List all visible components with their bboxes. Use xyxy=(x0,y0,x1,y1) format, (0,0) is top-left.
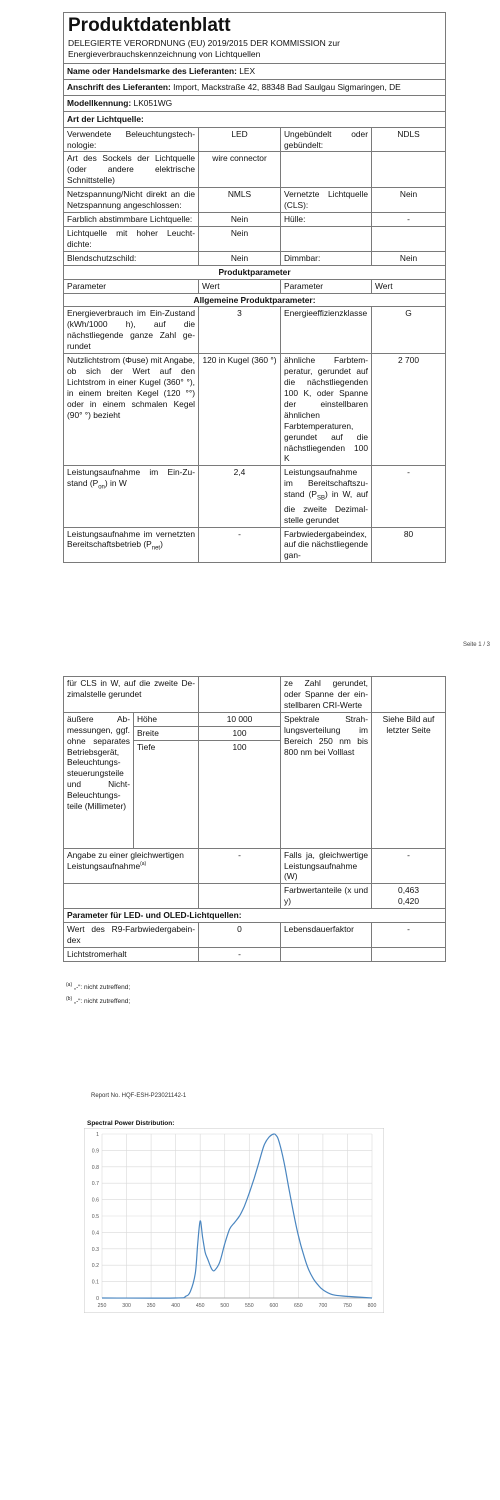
page-number: Seite 1 / 3 xyxy=(462,642,490,648)
x-tick-label: 400 xyxy=(171,1303,180,1309)
x-tick-label: 300 xyxy=(122,1303,131,1309)
supplier-row xyxy=(64,63,446,79)
param-label: ähnliche Farbtemperatur, gerundet auf die nächstliegenden 100 K, oder Spanne der einstellbaren ähnlichen Farbtemperaturen, gerundet auf die nächstliegenden 100 K xyxy=(281,354,372,466)
type-param-label: Lichtquelle mit hoher Leuchtdichte: xyxy=(64,226,199,251)
param-value xyxy=(372,947,446,961)
produktparameter-header: Produktparameter xyxy=(64,265,446,279)
param-value: - xyxy=(199,848,281,884)
spectral-label: Spektrale Strahlungsverteilung im Bereich 250 nm bis 800 nm bei Volllast xyxy=(281,712,372,848)
param-value xyxy=(199,677,281,713)
param-value: - xyxy=(372,848,446,884)
param-label: Lichtstromerhalt xyxy=(64,947,199,961)
param-value: 2,4 xyxy=(199,466,281,527)
general-row xyxy=(64,527,446,563)
param-value xyxy=(372,884,446,909)
address-row xyxy=(64,79,446,95)
type-row xyxy=(64,127,446,152)
equivalent-row xyxy=(64,848,446,884)
general-row xyxy=(64,466,446,527)
model-value: LK051WG xyxy=(133,97,173,108)
dimensions-label: äußere Abmessungen, ggf. ohne separates Betriebsgerät, Beleuchtungssteuerungsteile und Nicht-Beleuchtungsteile (Millimeter) xyxy=(64,712,134,848)
spectral-chart xyxy=(84,1128,384,1313)
supplier-value: LEX xyxy=(239,65,256,76)
param-value: - xyxy=(372,466,446,527)
x-tick-label: 600 xyxy=(269,1303,279,1309)
param-value xyxy=(372,677,446,713)
y-tick-label: 0.9 xyxy=(91,1148,99,1155)
y-tick-label: 0.6 xyxy=(91,1197,99,1204)
dimension-key: Tiefe xyxy=(134,740,199,848)
type-param-value: NDLS xyxy=(372,127,446,152)
supplier-label: Name oder Handelsmarke des Lieferanten: xyxy=(67,65,237,76)
type-param-value: LED xyxy=(199,127,281,152)
type-row xyxy=(64,226,446,251)
x-tick-label: 700 xyxy=(318,1303,328,1309)
type-param-value: - xyxy=(372,213,446,227)
y-tick-label: 0.2 xyxy=(91,1263,99,1270)
param-value: 80 xyxy=(372,527,446,563)
param-value: 120 in Kugel (360 °) xyxy=(199,354,281,466)
x-tick-label: 800 xyxy=(367,1303,377,1309)
chart-title: Spectral Power Distribution: xyxy=(87,1120,175,1127)
datasheet-table-2 xyxy=(63,676,446,962)
param-value: 0 xyxy=(199,923,281,948)
param-label xyxy=(281,947,372,961)
param-value xyxy=(199,884,281,909)
y-tick-label: 0.5 xyxy=(91,1214,99,1220)
continued-row xyxy=(64,677,446,713)
y-tick-label: 0.3 xyxy=(91,1246,99,1253)
param-label: für CLS in W, auf die zweite Dezimalstelle gerundet xyxy=(64,677,199,713)
dimension-value: 100 xyxy=(199,740,281,848)
dimension-key: Höhe xyxy=(134,712,199,726)
chromaticity-row xyxy=(64,884,446,909)
param-label: Leistungsaufnahme im Ein-Zustand $(P_{on})$ in W xyxy=(64,466,199,527)
param-value: 2 700 xyxy=(372,354,446,466)
datasheet-page-1 xyxy=(63,12,445,563)
model-row xyxy=(64,95,446,111)
type-param-label: Farblich abstimmbare Lichtquelle: xyxy=(64,213,199,227)
footnote-a: $^{(a)}$ „-“: nicht zutreffend; xyxy=(66,982,131,992)
general-params-header: Allgemeine Produktparameter: xyxy=(64,293,446,307)
y-tick-label: 0.1 xyxy=(91,1279,99,1286)
x-tick-label: 650 xyxy=(294,1303,303,1309)
column-header: Parameter xyxy=(64,279,199,293)
spectral-value: Siehe Bild auf letzter Seite xyxy=(372,712,446,848)
type-row xyxy=(64,213,446,227)
y-tick-label: 0.4 xyxy=(91,1230,99,1237)
general-row xyxy=(64,354,446,466)
column-header: Parameter xyxy=(281,279,372,293)
type-row xyxy=(64,251,446,265)
chroma-y: 0,420 xyxy=(398,896,419,907)
datasheet-page-2 xyxy=(63,676,445,962)
y-tick-label: 0.7 xyxy=(91,1181,99,1188)
param-label: Farbwertanteile (x und y) xyxy=(281,884,372,909)
type-param-label: Vernetzte Lichtquelle (CLS): xyxy=(281,188,372,213)
param-value: - xyxy=(372,923,446,948)
x-tick-label: 250 xyxy=(97,1303,107,1309)
footnote-b: $^{(b)}$ „-“: nicht zutreffend; xyxy=(66,996,131,1006)
datasheet-table-1 xyxy=(63,12,446,563)
type-param-value xyxy=(372,226,446,251)
type-header: Art der Lichtquelle: xyxy=(64,111,446,127)
param-label: Wert des R9-Farbwiedergabeindex xyxy=(64,923,199,948)
column-header: Wert xyxy=(372,279,446,293)
dimension-key: Breite xyxy=(134,726,199,740)
param-value: - xyxy=(199,947,281,961)
address-label: Anschrift des Lieferanten: xyxy=(67,81,171,92)
y-tick-label: 0 xyxy=(96,1296,99,1302)
led-row xyxy=(64,923,446,948)
type-param-value: Nein xyxy=(199,251,281,265)
regulation-subtitle: DELEGIERTE VERORDNUNG (EU) 2019/2015 DER KOMMISSION zur Energieverbrauchskennzeichnung von Lichtquellen xyxy=(68,37,340,59)
type-param-value xyxy=(372,152,446,188)
type-param-label: Art des Sockels der Lichtquelle (oder andere elektrische Schnittstelle) xyxy=(64,152,199,188)
param-label: Lebensdauerfaktor xyxy=(281,923,372,948)
type-param-value: wire connector xyxy=(199,152,281,188)
y-tick-label: 1 xyxy=(96,1132,99,1138)
spectral-chart-svg xyxy=(84,1128,384,1313)
param-label: Energieeffizienzklasse xyxy=(281,307,372,354)
x-tick-label: 450 xyxy=(195,1303,205,1309)
type-param-value: NMLS xyxy=(199,188,281,213)
x-tick-label: 750 xyxy=(343,1303,352,1309)
x-tick-label: 350 xyxy=(146,1303,156,1309)
type-param-label: Dimmbar: xyxy=(281,251,372,265)
dimension-value: 100 xyxy=(199,726,281,740)
type-param-label: Netzspannung/Nicht direkt an die Netzspannung angeschlossen: xyxy=(64,188,199,213)
x-tick-label: 500 xyxy=(220,1303,230,1309)
param-label: ze Zahl gerundet, oder Spanne der einstellbaren CRI-Werte xyxy=(281,677,372,713)
param-value: 3 xyxy=(199,307,281,354)
param-label: Angabe zu einer gleichwertigen Leistungsaufnahme$^{(a)}$ xyxy=(64,848,199,884)
type-param-label: Verwendete Beleuchtungstechnologie: xyxy=(64,127,199,152)
led-row xyxy=(64,947,446,961)
param-value: - xyxy=(199,527,281,563)
type-param-value: Nein xyxy=(372,188,446,213)
type-param-value: Nein xyxy=(199,213,281,227)
type-param-label xyxy=(281,152,372,188)
param-label: Farbwiedergabeindex, auf die nächstliegende gan- xyxy=(281,527,372,563)
type-param-label: Ungebündelt oder gebündelt: xyxy=(281,127,372,152)
type-param-label: Hülle: xyxy=(281,213,372,227)
type-row xyxy=(64,152,446,188)
x-tick-label: 550 xyxy=(244,1303,254,1309)
type-param-label xyxy=(281,226,372,251)
y-tick-label: 0.8 xyxy=(91,1164,99,1171)
param-label: Nutzlichtstrom (Φuse) mit Angabe, ob sich der Wert auf den Lichtstrom in einer Kugel (360° °), in einem breiten Kegel (120 °°) oder in einem schmalen Kegel (90° °) bezieht xyxy=(64,354,199,466)
type-row xyxy=(64,188,446,213)
type-param-value: Nein xyxy=(372,251,446,265)
led-params-header: Parameter für LED- und OLED-Lichtquellen: xyxy=(64,909,446,923)
type-param-label: Blendschutzschild: xyxy=(64,251,199,265)
column-header-row xyxy=(64,279,446,293)
dimensions-row xyxy=(64,712,446,726)
chart-frame xyxy=(84,1128,384,1313)
param-label xyxy=(64,884,199,909)
model-label: Modellkennung: xyxy=(67,97,132,108)
param-label: Leistungsaufnahme im Bereitschaftszustand $(P_{SB})$ in W, auf die zweite Dezimalstelle gerundet xyxy=(281,466,372,527)
param-label: Energieverbrauch im Ein-Zustand (kWh/1000 h), auf die nächstliegende ganze Zahl gerundet xyxy=(64,307,199,354)
report-number: Report No. HQF-ESH-P23021142-1 xyxy=(91,1093,187,1099)
type-param-value: Nein xyxy=(199,226,281,251)
param-label: Falls ja, gleichwertige Leistungsaufnahme (W) xyxy=(281,848,372,884)
page-title: Produktdatenblatt xyxy=(68,15,231,36)
param-value: G xyxy=(372,307,446,354)
general-row xyxy=(64,307,446,354)
chroma-x: 0,463 xyxy=(398,885,419,896)
address-value: Import, Mackstraße 42, 88348 Bad Saulgau Sigmaringen, DE xyxy=(173,81,401,92)
column-header: Wert xyxy=(199,279,281,293)
param-label: Leistungsaufnahme im vernetzten Bereitschaftsbetrieb $(P_{net})$ xyxy=(64,527,199,563)
dimension-value: 10 000 xyxy=(199,712,281,726)
